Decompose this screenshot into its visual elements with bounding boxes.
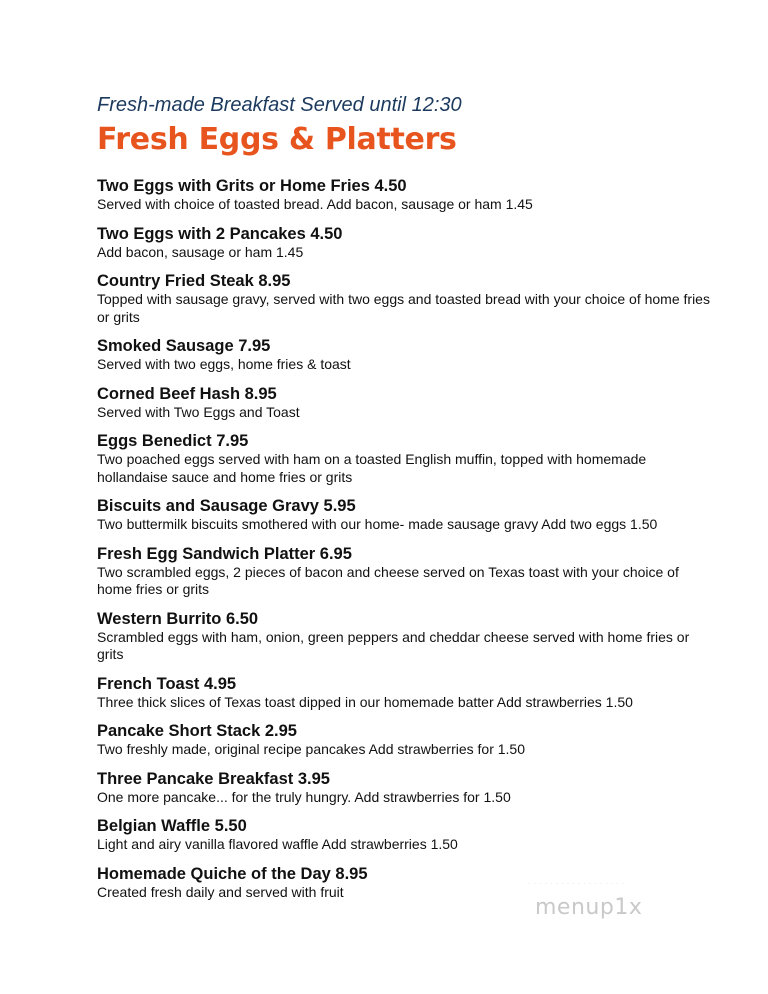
menu-item-description: Two freshly made, original recipe pancakes Add strawberries for 1.50: [97, 741, 525, 757]
menu-item-description: One more pancake... for the truly hungry. Add strawberries for 1.50: [97, 788, 511, 805]
menu-item: [97, 674, 717, 712]
watermark-faint-text: · · · · · · · · · · · · · · · · · ·: [528, 878, 625, 888]
menu-subtitle: Fresh-made Breakfast Served until 12:30: [97, 94, 462, 116]
menu-item-title: French Toast 4.95: [97, 674, 237, 693]
menu-item-description: Two scrambled eggs, 2 pieces of bacon and cheese served on Texas toast with your choice of home fries or grits: [97, 563, 679, 597]
menu-item-description: Three thick slices of Texas toast dipped in our homemade batter Add strawberries 1.50: [97, 693, 633, 710]
menu-item-description: Served with choice of toasted bread. Add bacon, sausage or ham 1.45: [97, 196, 533, 212]
menu-item-title: Country Fried Steak 8.95: [97, 272, 291, 290]
menu-item: [97, 609, 717, 664]
menu-item: [97, 769, 717, 807]
menu-item-description: Created fresh daily and served with fruit: [97, 883, 344, 900]
menu-item-title: Homemade Quiche of the Day 8.95: [97, 864, 368, 883]
menu-item-description: Served with Two Eggs and Toast: [97, 403, 300, 420]
menu-item: [97, 544, 717, 599]
menu-page: [97, 92, 717, 911]
menu-item-title: Corned Beef Hash 8.95: [97, 384, 277, 403]
menu-item-description: Light and airy vanilla flavored waffle Add strawberries 1.50: [97, 836, 458, 852]
menu-item-title: Two Eggs with 2 Pancakes 4.50: [97, 224, 343, 243]
menu-item-title: Biscuits and Sausage Gravy 5.95: [97, 497, 356, 515]
menu-item-title: Belgian Waffle 5.50: [97, 817, 247, 835]
menu-item: [97, 271, 717, 326]
menu-item: [97, 721, 717, 759]
menu-items-list: [97, 176, 717, 901]
menu-item-description: Scrambled eggs with ham, onion, green peppers and cheddar cheese served with home fries or grits: [97, 628, 690, 662]
menu-item-title: Eggs Benedict 7.95: [97, 432, 249, 450]
menu-item: [97, 431, 717, 486]
menu-item-description: Topped with sausage gravy, served with two eggs and toasted bread with your choice of home fries or grits: [97, 291, 710, 325]
menu-item-title: Western Burrito 6.50: [97, 609, 259, 628]
menu-item-title: Three Pancake Breakfast 3.95: [97, 769, 330, 788]
menu-item-description: Two buttermilk biscuits smothered with our home- made sausage gravy Add two eggs 1.50: [97, 516, 658, 532]
menu-section-title: Fresh Eggs & Platters: [97, 122, 457, 157]
menu-item-description: Add bacon, sausage or ham 1.45: [97, 243, 304, 260]
menu-item: [97, 224, 717, 262]
menu-item-title: Two Eggs with Grits or Home Fries 4.50: [97, 177, 407, 195]
menu-item-title: Fresh Egg Sandwich Platter 6.95: [97, 544, 352, 563]
menu-item: [97, 496, 717, 534]
menu-item: [97, 176, 717, 214]
menu-item-description: Served with two eggs, home fries & toast: [97, 356, 351, 372]
menu-item: [97, 816, 717, 854]
menu-item: [97, 336, 717, 374]
watermark-logo: menup1x: [535, 895, 643, 920]
menu-item-description: Two poached eggs served with ham on a toasted English muffin, topped with homemade hollandaise sauce and home fries or grits: [97, 451, 647, 485]
menu-item-title: Smoked Sausage 7.95: [97, 337, 271, 355]
menu-item: [97, 384, 717, 422]
menu-item-title: Pancake Short Stack 2.95: [97, 722, 297, 740]
